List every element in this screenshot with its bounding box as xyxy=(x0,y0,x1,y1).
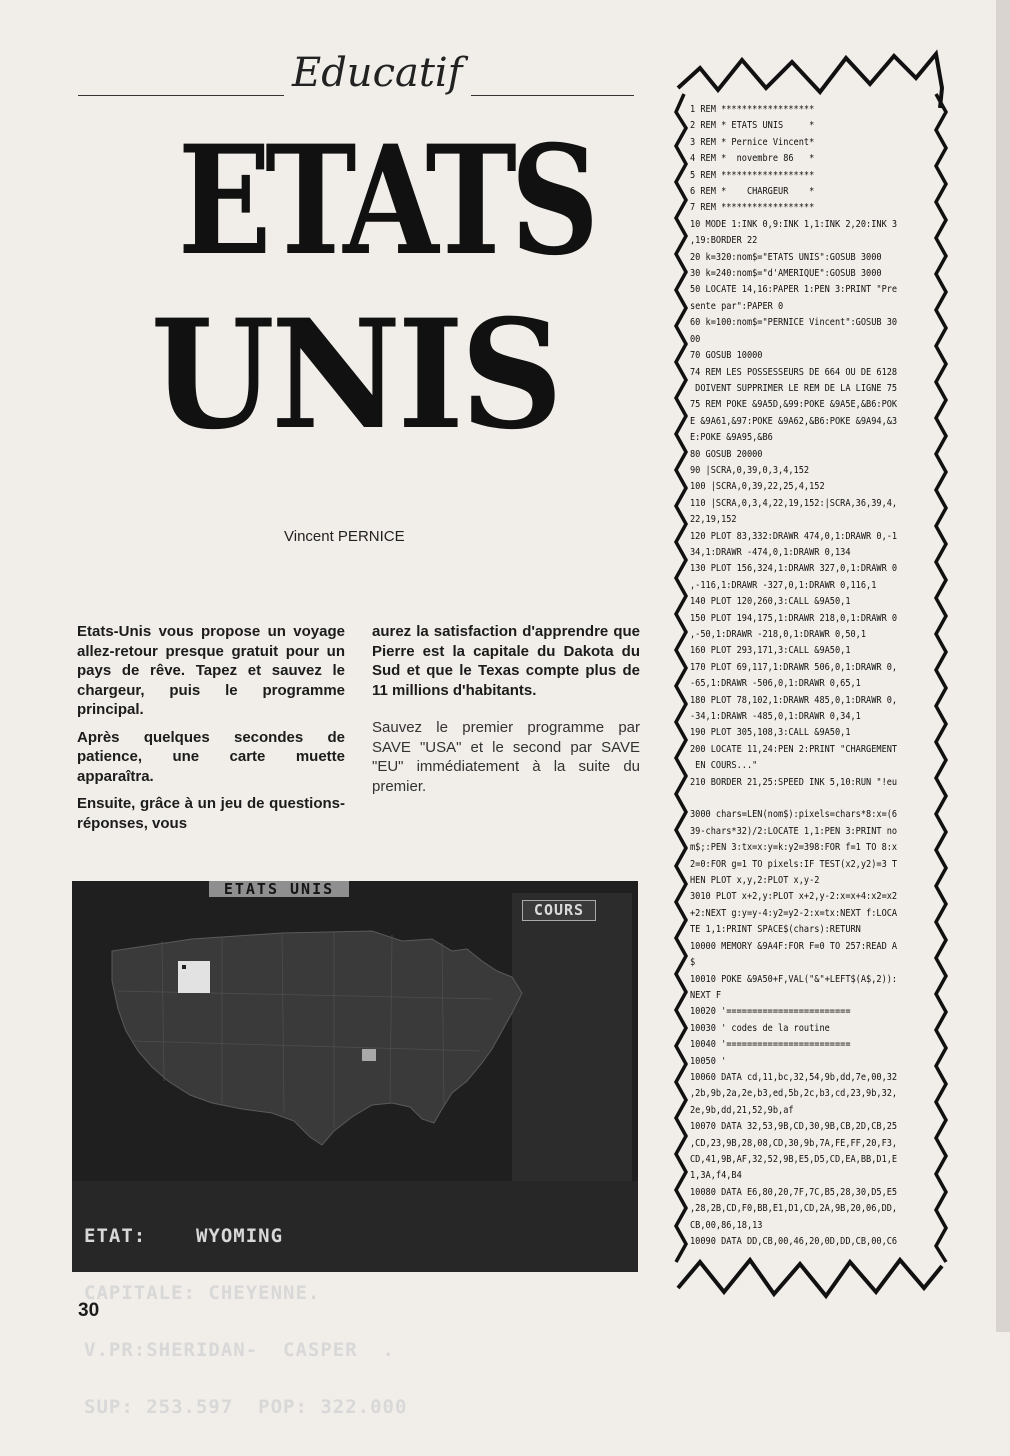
cities-line: V.PR:SHERIDAN- CASPER . xyxy=(84,1339,395,1361)
listing-line: 90 |SCRA,0,39,0,3,4,152 xyxy=(690,464,810,476)
article-title-line-2: UNIS xyxy=(150,287,560,463)
page-number: 30 xyxy=(78,1300,100,1321)
listing-line: 7 REM ****************** xyxy=(690,202,815,214)
author-byline: Vincent PERNICE xyxy=(284,528,405,545)
section-label: Educatif xyxy=(284,50,471,96)
state-line: ETAT: WYOMING xyxy=(84,1225,284,1247)
listing-line: 200 LOCATE 11,24:PEN 2:PRINT "CHARGEMENT xyxy=(690,743,898,755)
listing-line: 10010 POKE &9A50+F,VAL("&"+LEFT$(A$,2)): xyxy=(690,973,898,985)
listing-line: 100 |SCRA,0,39,22,25,4,152 xyxy=(690,481,825,493)
listing-line: 50 LOCATE 14,16:PAPER 1:PEN 3:PRINT "Pre xyxy=(690,284,898,296)
listing-line: 190 PLOT 305,108,3:CALL &9A50,1 xyxy=(690,727,851,739)
listing-line: ,CD,23,9B,28,08,CD,30,9b,7A,FE,FF,20,F3, xyxy=(690,1137,898,1149)
listing-line: 10090 DATA DD,CB,00,46,20,0D,DD,CB,00,C6 xyxy=(690,1236,898,1248)
listing-line: 120 PLOT 83,332:DRAWR 474,0,1:DRAWR 0,-1 xyxy=(690,530,898,542)
listing-line: 20 k=320:nom$="ETATS UNIS":GOSUB 3000 xyxy=(690,251,882,263)
listing-line: 00 xyxy=(690,333,701,345)
cours-button[interactable]: COURS xyxy=(522,900,596,921)
listing-line: 110 |SCRA,0,3,4,22,19,152:|SCRA,36,39,4, xyxy=(690,497,898,509)
listing-line: 2=0:FOR g=1 TO pixels:IF TEST(x2,y2)=3 T xyxy=(690,858,898,870)
listing-line: 10080 DATA E6,80,20,7F,7C,B5,28,30,D5,E5 xyxy=(690,1186,898,1198)
listing-line: ,2b,9b,2a,2e,b3,ed,5b,2c,b3,cd,23,9b,32, xyxy=(690,1088,898,1100)
listing-line: NEXT F xyxy=(690,989,722,1001)
listing-line: 70 GOSUB 10000 xyxy=(690,350,763,362)
listing-line: 10030 ' codes de la routine xyxy=(690,1022,830,1034)
listing-line: 210 BORDER 21,25:SPEED INK 5,10:RUN "!eu xyxy=(690,776,898,788)
listing-line: 10040 '======================== xyxy=(690,1039,851,1051)
listing-line: ,-50,1:DRAWR -218,0,1:DRAWR 0,50,1 xyxy=(690,629,867,640)
listing-line xyxy=(690,791,902,807)
state-info-panel xyxy=(84,1189,407,1455)
paragraph: Ensuite, grâce à un jeu de questions-réponses, vous xyxy=(77,795,345,832)
paragraph: Sauvez le premier programme par SAVE "USA" et le second par SAVE "EU" immédiatement à la suite du premier. xyxy=(372,719,640,795)
listing-line: 10060 DATA cd,11,bc,32,54,9b,dd,7e,00,32 xyxy=(690,1071,898,1083)
listing-line: DOIVENT SUPPRIMER LE REM DE LA LIGNE 75 xyxy=(690,382,898,394)
paragraph: Etats-Unis vous propose un voyage allez-retour presque gratuit pour un pays de rêve. Tapez et sauvez le chargeur, puis le programme principal. xyxy=(77,623,345,718)
listing-line: -65,1:DRAWR -506,0,1:DRAWR 0,65,1 xyxy=(690,678,861,690)
listing-line: 22,19,152 xyxy=(690,514,737,526)
listing-line: 4 REM * novembre 86 * xyxy=(690,153,815,165)
listing-line: EN COURS..." xyxy=(690,760,758,772)
listing-line: 39-chars*32)/2:LOCATE 1,1:PEN 3:PRINT no xyxy=(690,825,898,837)
listing-line: 5 REM ****************** xyxy=(690,169,815,181)
listing-line: E &9A61,&97:POKE &9A62,&B6:POKE &9A94,&3 xyxy=(690,415,898,427)
area-population-line: SUP: 253.597 POP: 322.000 xyxy=(84,1396,408,1418)
listing-line: 140 PLOT 120,260,3:CALL &9A50,1 xyxy=(690,596,851,608)
article-title-line-1: ETATS xyxy=(177,113,593,289)
listing-line: E:POKE &9A95,&B6 xyxy=(690,432,773,444)
listing-line: 80 GOSUB 20000 xyxy=(690,448,763,460)
listing-line: m$;:PEN 3:tx=x:y=k:y2=398:FOR f=1 TO 8:x xyxy=(690,842,898,854)
listing-line: -34,1:DRAWR -485,0,1:DRAWR 0,34,1 xyxy=(690,711,861,723)
listing-line: 34,1:DRAWR -474,0,1:DRAWR 0,134 xyxy=(690,546,851,558)
listing-line: 1,3A,f4,B4 xyxy=(690,1170,742,1182)
capital-line: CAPITALE: CHEYENNE. xyxy=(84,1282,321,1304)
listing-line: 180 PLOT 78,102,1:DRAWR 485,0,1:DRAWR 0, xyxy=(690,694,898,706)
listing-line: CD,41,9B,AF,32,52,9B,E5,D5,CD,EA,BB,D1,E xyxy=(690,1153,898,1165)
listing-line: 150 PLOT 194,175,1:DRAWR 218,0,1:DRAWR 0 xyxy=(690,612,898,624)
listing-line: 74 REM LES POSSESSEURS DE 664 OU DE 6128 xyxy=(690,366,898,378)
basic-program-listing xyxy=(690,102,902,1250)
listing-line: 10050 ' xyxy=(690,1055,727,1067)
listing-line: +2:NEXT g:y=y-4:y2=y2-2:x=tx:NEXT f:LOCA xyxy=(690,907,898,919)
listing-line: $ xyxy=(690,957,696,969)
listing-line: 160 PLOT 293,171,3:CALL &9A50,1 xyxy=(690,645,851,657)
paragraph: aurez la satisfaction d'apprendre que Pierre est la capitale du Dakota du Sud et que le Texas compte plus de 11 millions d'habitants. xyxy=(372,623,640,699)
listing-line: 75 REM POKE &9A5D,&99:POKE &9A5E,&B6:POK xyxy=(690,399,898,411)
listing-line: ,-116,1:DRAWR -327,0,1:DRAWR 0,116,1 xyxy=(690,579,877,591)
page-edge xyxy=(996,0,1010,1332)
listing-line: 10020 '======================== xyxy=(690,1006,851,1018)
listing-line: 3 REM * Pernice Vincent* xyxy=(690,136,815,148)
listing-line: 60 k=100:nom$="PERNICE Vincent":GOSUB 30 xyxy=(690,317,898,329)
listing-line: 2e,9b,dd,21,52,9b,af xyxy=(690,1104,794,1116)
listing-line: 2 REM * ETATS UNIS * xyxy=(690,120,815,132)
paragraph: Après quelques secondes de patience, une carte muette apparaîtra. xyxy=(77,728,345,785)
listing-line: 6 REM * CHARGEUR * xyxy=(690,186,815,198)
listing-line: 3010 PLOT x+2,y:PLOT x+2,y-2:x=x+4:x2=x2 xyxy=(690,891,898,903)
listing-line: 10 MODE 1:INK 0,9:INK 1,1:INK 2,20:INK 3 xyxy=(690,218,898,230)
article-column-left xyxy=(77,622,345,841)
listing-line: 10070 DATA 32,53,9B,CD,30,9B,CB,2D,CB,25 xyxy=(690,1121,898,1133)
listing-line: 30 k=240:nom$="d'AMERIQUE":GOSUB 3000 xyxy=(690,268,882,280)
listing-line: 10000 MEMORY &9A4F:FOR F=0 TO 257:READ A xyxy=(690,940,898,952)
listing-line: ,19:BORDER 22 xyxy=(690,235,758,247)
listing-line: 3000 chars=LEN(nom$):pixels=chars*8:x=(6 xyxy=(690,809,898,821)
listing-line: 1 REM ****************** xyxy=(690,104,815,115)
listing-line: 170 PLOT 69,117,1:DRAWR 506,0,1:DRAWR 0, xyxy=(690,661,898,673)
listing-line: CB,00,86,18,13 xyxy=(690,1219,763,1231)
listing-line: HEN PLOT x,y,2:PLOT x,y-2 xyxy=(690,875,820,887)
listing-line: 130 PLOT 156,324,1:DRAWR 327,0,1:DRAWR 0 xyxy=(690,563,898,575)
listing-line: ,28,2B,CD,F0,BB,E1,D1,CD,2A,9B,20,06,DD, xyxy=(690,1203,898,1215)
article-column-middle xyxy=(372,622,640,804)
listing-line: TE 1,1:PRINT SPACE$(chars):RETURN xyxy=(690,924,861,936)
screen-title: ETATS UNIS xyxy=(209,881,349,897)
listing-line: sente par":PAPER 0 xyxy=(690,300,784,312)
